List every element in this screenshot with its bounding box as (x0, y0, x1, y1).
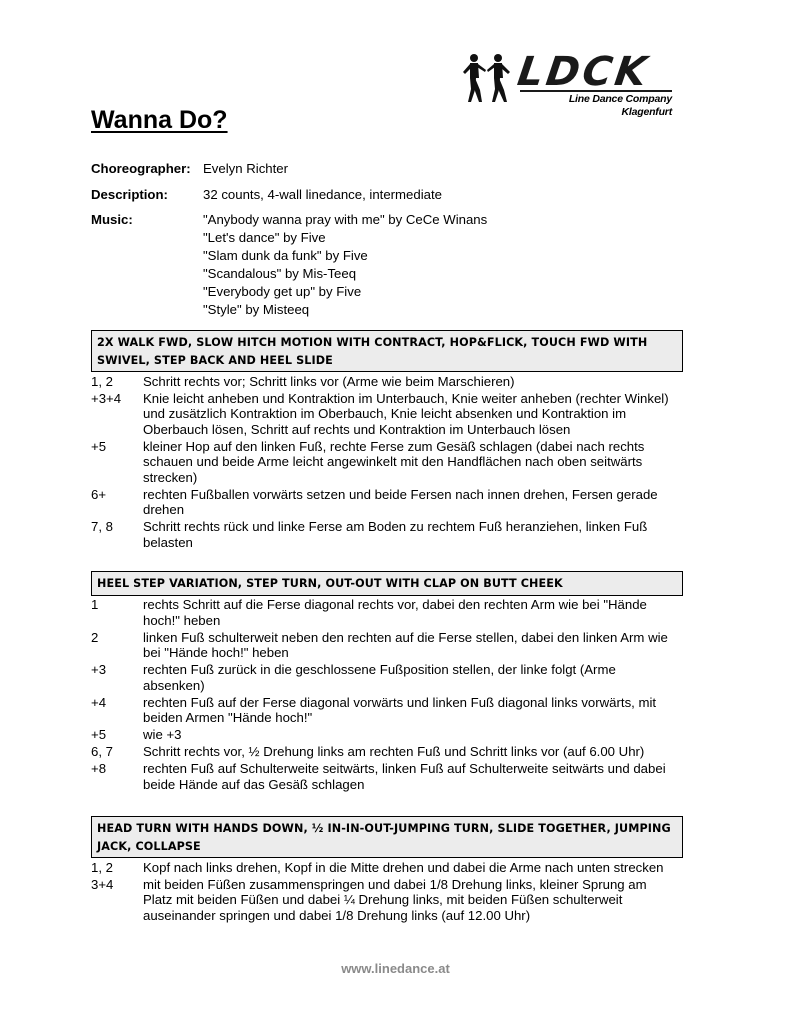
step-row (91, 374, 683, 390)
step-count: 3+4 (91, 876, 114, 892)
step-count: +3+4 (91, 390, 122, 406)
choreographer-label: Choreographer: (91, 161, 191, 176)
step-text: Schritt rechts vor, ½ Drehung links am rechten Fuß und Schritt links vor (auf 6.00 Uhr) (143, 744, 645, 759)
step-count: +5 (91, 727, 107, 742)
music-list (203, 211, 691, 319)
step-text: linken Fuß schulterweit neben den rechten auf die Ferse stellen, dabei den linken Arm wie bei "Hände hoch!" heben (143, 629, 668, 660)
section-1 (91, 330, 683, 550)
step-count: +4 (91, 694, 107, 710)
choreographer-row (91, 160, 691, 178)
step-count: +8 (91, 761, 107, 776)
description-value: 32 counts, 4-wall linedance, intermediate (203, 186, 442, 202)
music-item: "Let's dance" by Five (203, 230, 326, 245)
music-label: Music: (91, 212, 133, 227)
step-text: wie +3 (143, 727, 182, 742)
step-count: 1 (91, 597, 99, 612)
section-heading: HEEL STEP VARIATION, STEP TURN, OUT-OUT WITH CLAP ON BUTT CHEEK (91, 571, 683, 596)
step-count: 1, 2 (91, 373, 113, 389)
step-row (91, 877, 683, 924)
music-row (91, 211, 691, 319)
ldck-logo (460, 49, 680, 118)
section-heading: 2X WALK FWD, SLOW HITCH MOTION WITH CONTRACT, HOP&FLICK, TOUCH FWD WITH SWIVEL, STEP BACK AND HEEL SLIDE (91, 330, 683, 372)
step-row (91, 630, 683, 661)
music-item: "Everybody get up" by Five (203, 284, 362, 299)
description-label: Description: (91, 186, 168, 202)
step-row (91, 662, 683, 693)
footer-url[interactable]: www.linedance.at (341, 961, 450, 976)
section-2 (91, 571, 683, 792)
step-count: 7, 8 (91, 519, 113, 534)
step-row (91, 761, 683, 792)
step-row (91, 860, 683, 876)
step-row (91, 439, 683, 486)
step-text: mit beiden Füßen zusammenspringen und dabei 1/8 Drehung links, kleiner Sprung am Platz mit beiden Füßen und dabei ¼ Drehung links, mit beiden Füßen schulterweit auseinander springen und dabei 1/8 Drehung links (auf 12.00 Uhr) (143, 876, 647, 923)
step-text: Kopf nach links drehen, Kopf in die Mitte drehen und dabei die Arme nach unten strecken (143, 859, 664, 875)
section-3 (91, 816, 683, 923)
step-text: Knie leicht anheben und Kontraktion im Unterbauch, Knie weiter anheben (rechter Winkel) und zusätzlich Kontraktion im Oberbauch, Knie leicht absenken und Kontraktion im Oberbauch lösen, Schritt auf rechts und Kontraktion im Unterbauch lösen (143, 390, 669, 437)
music-item: "Style" by Misteeq (203, 302, 310, 317)
step-count: +3 (91, 662, 107, 677)
description-row (91, 186, 691, 204)
step-count: 6, 7 (91, 744, 113, 759)
page-title: Wanna Do? (91, 106, 228, 134)
step-row (91, 519, 683, 550)
section-heading: HEAD TURN WITH HANDS DOWN, ½ IN-IN-OUT-JUMPING TURN, SLIDE TOGETHER, JUMPING JACK, COLLAPSE (91, 816, 683, 858)
dancers-icon (460, 52, 520, 104)
step-text: Schritt rechts rück und linke Ferse am Boden zu rechtem Fuß heranziehen, linken Fuß belasten (143, 519, 648, 550)
music-item: "Anybody wanna pray with me" by CeCe Winans (203, 212, 488, 227)
logo-subtitle: Line Dance Company Klagenfurt (520, 90, 672, 119)
step-row (91, 487, 683, 518)
step-text: rechten Fuß zurück in die geschlossene Fußposition stellen, der linke folgt (Arme absenken) (143, 662, 616, 693)
step-text: Schritt rechts vor; Schritt links vor (Arme wie beim Marschieren) (143, 373, 515, 389)
choreographer-value: Evelyn Richter (203, 161, 289, 176)
step-text: rechten Fuß auf Schulterweite seitwärts, linken Fuß auf Schulterweite seitwärts und dabei beide Hände auf das Gesäß schlagen (143, 761, 666, 792)
step-row (91, 744, 683, 760)
step-text: rechten Fuß auf der Ferse diagonal vorwärts und linken Fuß diagonal links vorwärts, mit beiden Armen "Hände hoch!" (143, 694, 657, 725)
dance-meta (91, 160, 691, 327)
step-count: 6+ (91, 486, 107, 502)
step-count: +5 (91, 438, 107, 454)
step-text: kleiner Hop auf den linken Fuß, rechte Ferse zum Gesäß schlagen (dabei nach rechts schauen und beide Arme leicht angewinkelt mit den Handflächen nach oben seitwärts strecken) (143, 438, 645, 485)
logo-brand: LDCK (514, 49, 653, 95)
step-row (91, 727, 683, 743)
step-count: 2 (91, 629, 99, 645)
step-row (91, 695, 683, 726)
step-row (91, 391, 683, 438)
step-count: 1, 2 (91, 859, 113, 875)
music-item: "Slam dunk da funk" by Five (203, 248, 368, 263)
step-text: rechten Fußballen vorwärts setzen und beide Fersen nach innen drehen, Fersen gerade drehen (143, 486, 658, 517)
step-row (91, 597, 683, 628)
step-text: rechts Schritt auf die Ferse diagonal rechts vor, dabei den rechten Arm wie bei "Hände hoch!" heben (143, 597, 647, 628)
music-item: "Scandalous" by Mis-Teeq (203, 266, 357, 281)
